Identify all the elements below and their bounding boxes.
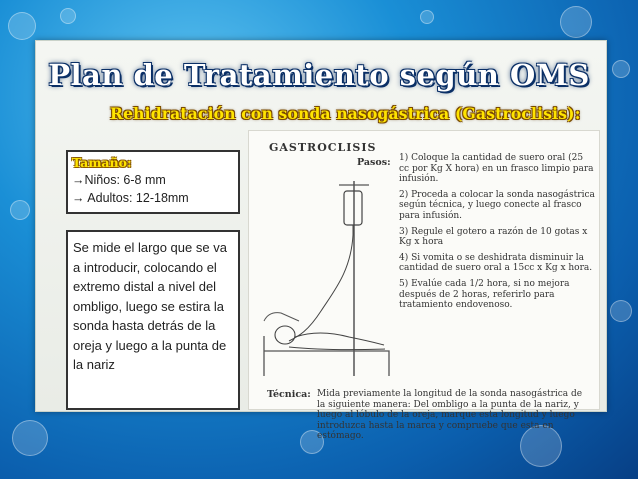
background-bubble [60, 8, 76, 24]
steps-list [399, 153, 595, 316]
step-1: 1) Coloque la cantidad de suero oral (25 cc por Kg X hora) en un frasco limpio para infusión. [399, 153, 594, 185]
background-bubble [10, 200, 30, 220]
step-3: 3) Regule el gotero a razón de 10 gotas x Kg x hora [399, 226, 588, 248]
background-bubble [420, 10, 434, 24]
size-box [66, 150, 240, 214]
tecnica-text: Mida previamente la longitud de la sonda nasogástrica de la siguiente manera: Del ombligo a la punta de la nariz, y luego al lóbulo de la oreja, marque esta longitud y luego introduzca hasta la marca y compruebe que esta en estómago. [317, 389, 583, 442]
measure-text: Se mide el largo que se va a introducir, colocando el extremo distal a nivel del ombligo, luego se estira la sonda hasta detrás de la oreja y luego a la punta de la nariz [73, 240, 227, 372]
size-children: →Niños: 6-8 mm [72, 173, 166, 187]
gastroclisis-illustration [259, 161, 399, 386]
size-adults: → Adultos: 12-18mm [72, 191, 189, 205]
scan-heading: GASTROCLISIS [269, 141, 377, 154]
background-bubble [610, 300, 632, 322]
measure-box [66, 230, 240, 410]
pasos-label: Pasos: [357, 157, 391, 168]
step-4: 4) Si vomita o se deshidrata disminuir la cantidad de suero oral a 15cc x Kg x hora. [399, 252, 593, 274]
background-bubble [560, 6, 592, 38]
step-2: 2) Proceda a colocar la sonda nasogástrica según técnica, y luego conecte al frasco para infusión. [399, 189, 595, 221]
tecnica-label: Técnica: [267, 389, 311, 400]
step-5: 5) Evalúe cada 1/2 hora, si no mejora después de 2 horas, referirlo para tratamiento endovenoso. [399, 278, 570, 311]
slide-subtitle: Rehidratación con sonda nasogástrica (Gastroclisis): [110, 104, 581, 123]
gastroclisis-scan [248, 130, 600, 442]
background-bubble [8, 12, 36, 40]
size-heading: Tamaño: [72, 155, 132, 170]
background-bubble [12, 420, 48, 456]
slide-title: Plan de Tratamiento según OMS [48, 58, 590, 92]
